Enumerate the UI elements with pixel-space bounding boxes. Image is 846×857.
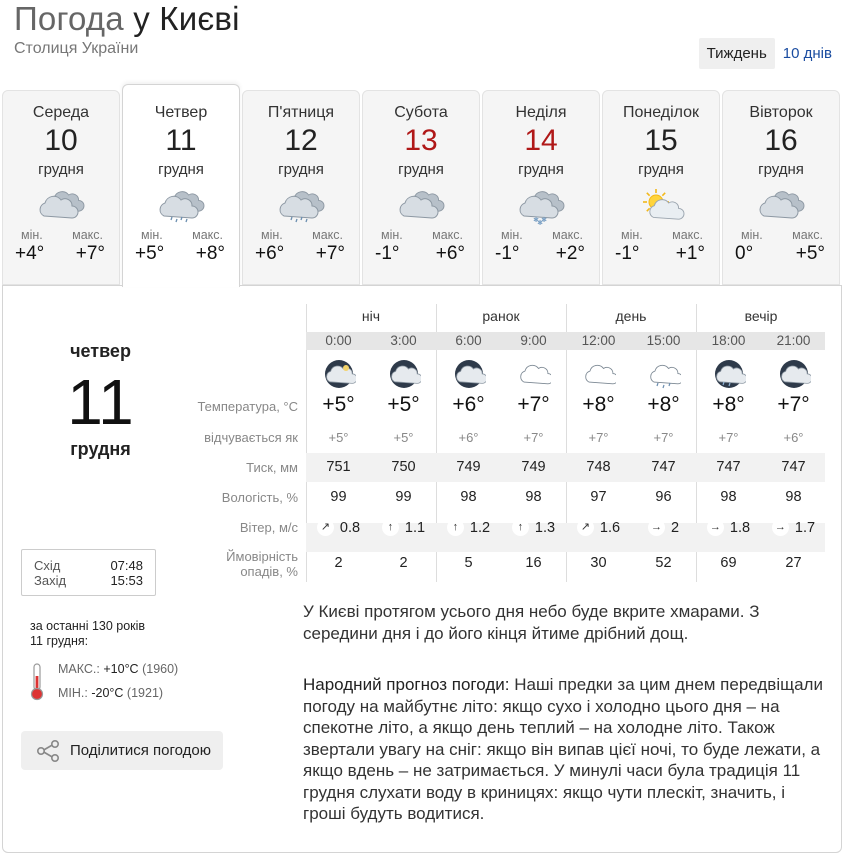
temperature-value: +6° [452,393,485,416]
hour-label: 12:00 [581,333,616,348]
city-name: у Києві [133,0,240,37]
wind-value: ↑ 1.2 [436,519,501,536]
precipitation-value: 5 [464,555,473,571]
day-tab[interactable] [122,84,240,287]
day-name: П'ятниця [267,104,335,121]
day-tab[interactable] [2,90,120,285]
hour-label: 0:00 [325,333,352,348]
feels-like-value: +6° [458,430,479,445]
overcast-drizzle-icon [276,186,326,226]
night-cloud-icon [322,359,356,389]
row-label-temp: Температура, °C [197,399,298,414]
temperature-value: +8° [712,393,745,416]
cloud-icon [517,359,551,389]
day-tab[interactable] [482,90,600,285]
feels-like-value: +7° [653,430,674,445]
wind-direction-icon: → [772,519,789,536]
day-tab[interactable] [242,90,360,285]
overcast-icon [36,186,86,226]
humidity-value: 97 [590,489,607,505]
min-max-labels: мін. макс. [501,228,583,242]
wind-direction-icon: ↑ [512,519,529,536]
day-name: Неділя [515,104,567,121]
wind-value: ↗ 1.6 [566,519,631,536]
day-tab[interactable] [722,90,840,285]
selected-weekday: четвер [70,341,131,361]
day-number: 12 [284,124,318,157]
day-description: У Києві протягом усього дня небо буде вкрите хмарами. З середини дня і до його кінця йтиме дрібний дощ. [303,602,760,643]
day-min-temp: 0° [735,243,754,264]
sunset-label: Захід [34,573,67,588]
wind-direction-icon: → [648,519,665,536]
history-min: МІН.: -20°C (1921) [58,686,164,700]
day-month: грудня [158,161,204,178]
sunrise-sunset-box [21,549,156,596]
wind-direction-icon: ↗ [317,519,334,536]
precipitation-value: 69 [720,555,737,571]
cloud-icon [582,359,616,389]
night-overcast-drizzle-icon [712,359,746,389]
day-number: 14 [524,124,558,157]
feels-like-value: +7° [588,430,609,445]
pressure-value: 749 [456,459,481,475]
feels-like-value: +7° [523,430,544,445]
day-tabs [2,90,842,285]
period-tabs [699,38,840,69]
page-subtitle: Столиця України [14,40,139,57]
day-max-temp: +8° [195,243,225,264]
day-name: Субота [394,104,448,121]
history-caption: за останні 130 років 11 грудня: [30,619,146,648]
period-heading: день [615,308,647,324]
day-min-temp: +4° [15,243,45,264]
day-number: 10 [44,124,78,157]
wind-direction-icon: → [707,519,724,536]
day-max-temp: +7° [315,243,345,264]
sunrise-label: Схід [34,558,61,573]
humidity-value: 98 [720,489,737,505]
min-max-values [363,243,479,265]
pressure-value: 749 [521,459,546,475]
selected-day-number: 11 [67,366,134,438]
precipitation-value: 2 [399,555,408,571]
period-heading: ранок [482,308,520,324]
wind-value: → 2 [631,519,696,536]
humidity-value: 98 [460,489,477,505]
hour-label: 18:00 [711,333,746,348]
pressure-value: 750 [391,459,416,475]
day-tab[interactable] [362,90,480,285]
wind-value: → 1.7 [761,519,826,536]
day-month: грудня [278,161,324,178]
folk-forecast-text: Наші предки за цим днем передвіщали погоду на майбутнє літо: якщо сухо і холодно цього дня – на спекотне літо, а якщо день теплий – на холодне літо. Також звертали увагу на сніг: якщо він випав цієї ночі, то буде лежати, а якщо вдень – не затримається. У минулі часи була традиція 11 грудня слухати воду в криницях: якщо чути плескіт, значить, і гроші будуть водитися. [303,675,823,823]
feels-like-value: +6° [783,430,804,445]
thermometer-icon [27,662,47,702]
day-max-temp: +6° [435,243,465,264]
sunset-time: 15:53 [110,573,143,588]
day-month: грудня [38,161,84,178]
tab-week[interactable]: Тиждень [699,38,775,69]
share-label: Поділитися погодою [70,742,212,759]
tab-10-days[interactable]: 10 днів [782,45,832,62]
precipitation-value: 16 [525,555,542,571]
min-max-labels: мін. макс. [261,228,343,242]
precipitation-value: 30 [590,555,607,571]
humidity-value: 98 [785,489,802,505]
night-overcast-icon [452,359,486,389]
day-number: 11 [165,124,197,157]
humidity-value: 98 [525,489,542,505]
pressure-value: 748 [586,459,611,475]
partly-cloudy-icon [636,186,686,226]
pressure-value: 751 [326,459,351,475]
cloud-drizzle-icon [647,359,681,389]
day-detail-panel [2,285,842,853]
night-overcast-icon [387,359,421,389]
feels-like-value: +7° [718,430,739,445]
day-number: 13 [404,124,438,157]
svg-text:✱: ✱ [541,217,547,224]
day-max-temp: +2° [555,243,585,264]
day-min-temp: +6° [255,243,285,264]
row-label-humidity: Вологість, % [221,490,298,505]
day-name: Четвер [154,104,208,121]
min-max-values [723,243,839,265]
pressure-value: 747 [781,459,806,475]
hour-label: 9:00 [520,333,547,348]
temperature-value: +5° [322,393,355,416]
hour-label: 6:00 [455,333,482,348]
temperature-value: +8° [647,393,680,416]
day-min-temp: -1° [375,243,400,264]
humidity-value: 99 [330,489,347,505]
day-tab[interactable] [602,90,720,285]
night-overcast-icon [777,359,811,389]
day-number: 15 [644,124,678,157]
min-max-values [243,243,359,265]
feels-like-value: +5° [393,430,414,445]
selected-date [3,341,198,460]
period-heading: вечір [744,308,778,324]
day-month: грудня [758,161,804,178]
day-month: грудня [518,161,564,178]
overcast-drizzle-icon [156,186,206,226]
hour-label: 21:00 [776,333,811,348]
page-header [14,0,240,58]
row-label-wind: Вітер, м/с [239,520,298,535]
pressure-value: 747 [651,459,676,475]
wind-direction-icon: ↗ [577,519,594,536]
sunrise-time: 07:48 [110,558,143,573]
row-label-feels: відчувається як [204,430,298,445]
svg-text:✱: ✱ [533,217,539,224]
temperature-value: +7° [517,393,550,416]
precipitation-value: 2 [334,555,343,571]
temperature-value: +8° [582,393,615,416]
day-number: 16 [764,124,798,157]
day-max-temp: +5° [795,243,825,264]
precipitation-value: 27 [785,555,802,571]
page-title: Погода у Києві [14,0,240,37]
day-month: грудня [638,161,684,178]
pressure-value: 747 [716,459,741,475]
temperature-value: +7° [777,393,810,416]
humidity-value: 99 [395,489,412,505]
day-name: Понеділок [622,104,700,121]
day-name: Середа [32,104,90,121]
min-max-values [3,243,119,265]
min-max-labels: мін. макс. [381,228,463,242]
wind-value: ↑ 1.1 [371,519,436,536]
wind-direction-icon: ↑ [382,519,399,536]
selected-month: грудня [70,439,131,459]
day-min-temp: -1° [495,243,520,264]
overcast-icon [756,186,806,226]
wind-value: ↑ 1.3 [501,519,566,536]
overcast-icon [396,186,446,226]
row-label-precip: Ймовірність опадів, % [226,549,298,579]
feels-like-value: +5° [328,430,349,445]
temperature-value: +5° [387,393,420,416]
day-max-temp: +7° [75,243,105,264]
history-max: МАКС.: +10°C (1960) [58,662,179,676]
min-max-values [483,243,599,265]
row-label-pressure: Тиск, мм [246,460,298,475]
day-month: грудня [398,161,444,178]
wind-value: ↗ 0.8 [306,519,371,536]
wind-value: → 1.8 [696,519,761,536]
folk-forecast [303,674,823,825]
share-icon [36,740,60,762]
min-max-labels: мін. макс. [21,228,103,242]
min-max-values [123,243,239,265]
day-name: Вівторок [749,104,813,121]
min-max-labels: мін. макс. [621,228,703,242]
min-max-labels: мін. макс. [141,228,223,242]
min-max-values [603,243,719,265]
min-max-labels: мін. макс. [741,228,823,242]
share-button[interactable] [21,731,223,770]
svg-text:✱: ✱ [537,220,543,226]
humidity-value: 96 [655,489,672,505]
day-min-temp: +5° [135,243,165,264]
overcast-snow-icon [516,186,566,226]
period-heading: ніч [361,308,381,324]
hour-label: 3:00 [390,333,417,348]
day-min-temp: -1° [615,243,640,264]
hour-label: 15:00 [646,333,681,348]
wind-direction-icon: ↑ [447,519,464,536]
precipitation-value: 52 [655,555,672,571]
folk-forecast-heading: Народний прогноз погоди: [303,675,510,694]
day-max-temp: +1° [675,243,705,264]
